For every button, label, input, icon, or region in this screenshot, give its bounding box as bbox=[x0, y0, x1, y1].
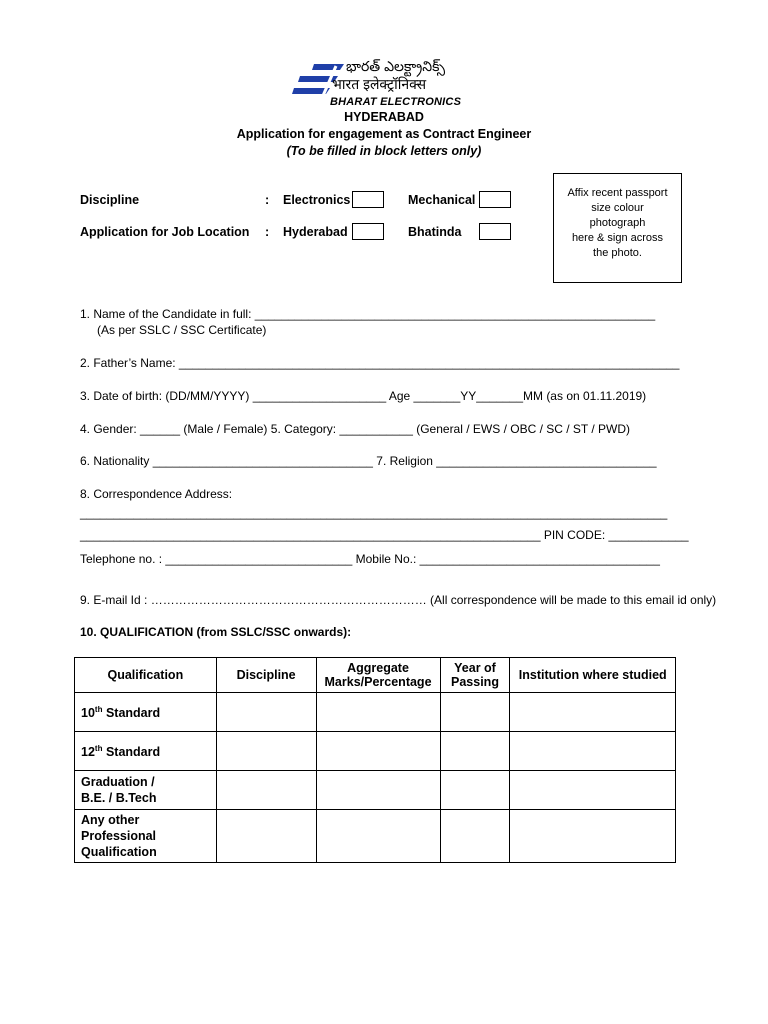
table-cell[interactable] bbox=[216, 732, 316, 771]
table-row bbox=[75, 732, 676, 771]
header-aggregate bbox=[316, 658, 440, 693]
bhatinda-option-label: Bhatinda bbox=[408, 225, 462, 239]
electronics-option-label: Electronics bbox=[283, 193, 351, 207]
table-cell[interactable] bbox=[440, 771, 510, 810]
photo-instruction-line: size colour bbox=[591, 202, 644, 214]
company-logo bbox=[292, 58, 482, 114]
row-label-12th: 12th Standard bbox=[75, 732, 217, 771]
job-location-label: Application for Job Location bbox=[80, 225, 250, 239]
candidate-name-field[interactable]: 1. Name of the Candidate in full: ____________________________________________________________ bbox=[80, 307, 656, 321]
logo-english-text: BHARAT ELECTRONICS bbox=[330, 96, 462, 108]
mechanical-option-label: Mechanical bbox=[408, 193, 476, 207]
table-cell[interactable] bbox=[510, 693, 676, 732]
qualification-section-label: 10. QUALIFICATION (from SSLC/SSC onwards): bbox=[80, 625, 352, 639]
header-year bbox=[440, 658, 510, 693]
table-cell[interactable] bbox=[440, 810, 510, 863]
table-cell[interactable] bbox=[316, 693, 440, 732]
table-header-row bbox=[75, 658, 676, 693]
address-pincode-field[interactable]: _____________________________________________________________________ PIN CODE: ____________ bbox=[80, 528, 689, 542]
dob-age-field[interactable]: 3. Date of birth: (DD/MM/YYYY) ____________________ Age _______YY_______MM (as on 01.11.2019) bbox=[80, 389, 647, 403]
email-field[interactable]: 9. E-mail Id : …………………………………………………………… (All correspondence will be made to this email id only) bbox=[80, 593, 717, 607]
page-subtitle: (To be filled in block letters only) bbox=[286, 144, 482, 158]
telephone-mobile-field[interactable]: Telephone no. : ____________________________ Mobile No.: ____________________________________ bbox=[80, 552, 660, 566]
header-aggregate-line1: Aggregate bbox=[347, 661, 409, 675]
discipline-colon: : bbox=[265, 193, 270, 207]
table-cell[interactable] bbox=[316, 732, 440, 771]
electronics-checkbox[interactable] bbox=[352, 191, 384, 208]
city-heading: HYDERABAD bbox=[344, 110, 424, 124]
gender-category-field[interactable]: 4. Gender: ______ (Male / Female) 5. Category: ___________ (General / EWS / OBC / SC / ST / PWD) bbox=[80, 422, 631, 436]
header-year-line2: Passing bbox=[451, 675, 499, 689]
hyderabad-checkbox[interactable] bbox=[352, 223, 384, 240]
table-row bbox=[75, 771, 676, 810]
job-location-colon: : bbox=[265, 225, 270, 239]
candidate-name-note: (As per SSLC / SSC Certificate) bbox=[97, 323, 267, 337]
row-label-other: Any other Professional Qualification bbox=[75, 810, 217, 863]
hyderabad-option-label: Hyderabad bbox=[283, 225, 348, 239]
row-label-10th: 10th Standard bbox=[75, 693, 217, 732]
father-name-field[interactable]: 2. Father’s Name: ___________________________________________________________________________ bbox=[80, 356, 680, 370]
table-cell[interactable] bbox=[316, 810, 440, 863]
row-label-graduation: Graduation / B.E. / B.Tech bbox=[75, 771, 217, 810]
address-label: 8. Correspondence Address: bbox=[80, 487, 233, 501]
table-cell[interactable] bbox=[440, 693, 510, 732]
photo-instruction-line: here & sign across bbox=[571, 232, 664, 244]
page-title: Application for engagement as Contract Engineer bbox=[236, 127, 532, 141]
bhatinda-checkbox[interactable] bbox=[479, 223, 511, 240]
table-cell[interactable] bbox=[216, 810, 316, 863]
header-year-line1: Year of bbox=[454, 661, 496, 675]
header-discipline: Discipline bbox=[216, 658, 316, 693]
mechanical-checkbox[interactable] bbox=[479, 191, 511, 208]
table-cell[interactable] bbox=[510, 732, 676, 771]
table-row bbox=[75, 693, 676, 732]
table-cell[interactable] bbox=[316, 771, 440, 810]
logo-hindi-text: भारत इलेक्ट्रॉनिक्स bbox=[332, 76, 427, 92]
header-institution: Institution where studied bbox=[510, 658, 676, 693]
table-row bbox=[75, 810, 676, 863]
photo-instruction-line: the photo. bbox=[593, 247, 642, 259]
table-cell[interactable] bbox=[216, 771, 316, 810]
nationality-religion-field[interactable]: 6. Nationality _________________________________ 7. Religion _________________________________ bbox=[80, 454, 657, 468]
logo-telugu-text: భారత్ ఎలక్ట్రానిక్స్ bbox=[346, 58, 446, 74]
table-cell[interactable] bbox=[440, 732, 510, 771]
header-qualification: Qualification bbox=[75, 658, 217, 693]
photo-instruction-line: Affix recent passport bbox=[567, 187, 668, 199]
table-cell[interactable] bbox=[510, 771, 676, 810]
table-cell[interactable] bbox=[510, 810, 676, 863]
photo-instruction-line: photograph bbox=[589, 217, 646, 229]
header-aggregate-line2: Marks/Percentage bbox=[324, 675, 432, 689]
address-line-field[interactable]: ________________________________________________________________________________________ bbox=[80, 506, 668, 520]
table-cell[interactable] bbox=[216, 693, 316, 732]
discipline-label: Discipline bbox=[80, 193, 140, 207]
photo-box bbox=[553, 173, 682, 283]
qualification-table bbox=[74, 657, 676, 863]
